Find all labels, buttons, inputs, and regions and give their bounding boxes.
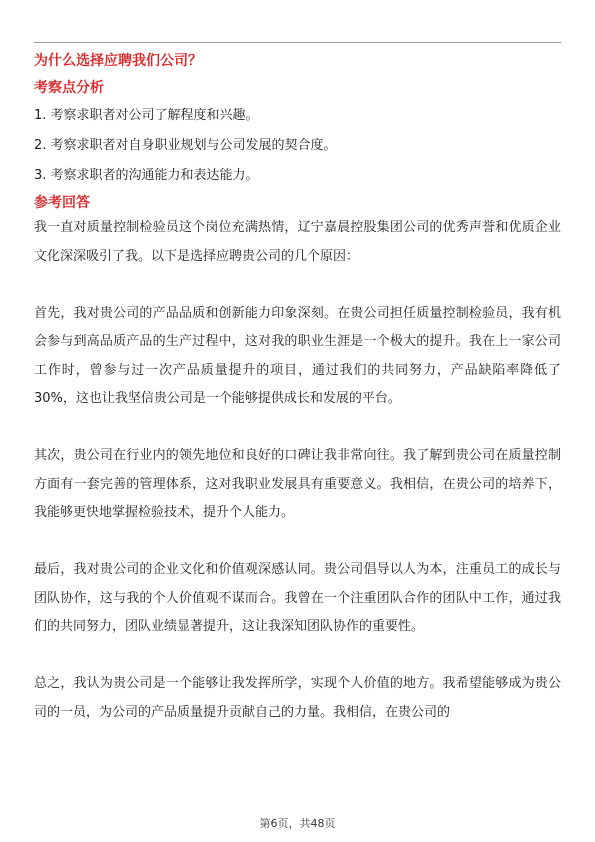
analysis-point-1: 1. 考察求职者对公司了解程度和兴趣。 <box>34 108 259 123</box>
answer-paragraph-second: 其次，贵公司在行业内的领先地位和良好的口碑让我非常向往。我了解到贵公司在质量控制方面有一套完善的管理体系，这对我职业发展具有重要意义。我相信，在贵公司的培养下，我能够更快地掌握检验技术，提升个人能力。 <box>34 448 561 520</box>
analysis-point-3: 3. 考察求职者的沟通能力和表达能力。 <box>34 168 259 183</box>
answer-paragraph-last: 最后，我对贵公司的企业文化和价值观深感认同。贵公司倡导以人为本，注重员工的成长与团队协作，这与我的个人价值观不谋而合。我曾在一个注重团队合作的团队中工作，通过我们的共同努力，团队业绩显著提升，这让我深知团队协作的重要性。 <box>34 562 561 634</box>
document-body <box>34 50 561 756</box>
answer-heading: 参考回答 <box>34 195 90 211</box>
analysis-point-2: 2. 考察求职者对自身职业规划与公司发展的契合度。 <box>34 138 337 153</box>
question-title: 为什么选择应聘我们公司？ <box>34 53 202 69</box>
answer-paragraph-first: 首先，我对贵公司的产品品质和创新能力印象深刻。在贵公司担任质量控制检验员，我有机会参与到高品质产品的生产过程中，这对我的职业生涯是一个极大的提升。我在上一家公司工作时，曾参与过一次产品质量提升的项目，通过我们的共同努力，产品缺陷率降低了30%，这也让我坚信贵公司是一个能够提供成长和发展的平台。 <box>34 305 561 406</box>
analysis-heading: 考察点分析 <box>34 80 104 96</box>
page-number: 第6页，共48页 <box>259 817 336 830</box>
answer-paragraph-conclusion: 总之，我认为贵公司是一个能够让我发挥所学，实现个人价值的地方。我希望能够成为贵公司的一员，为公司的产品质量提升贡献自己的力量。我相信，在贵公司的 <box>34 676 561 720</box>
header-rule <box>34 42 561 43</box>
answer-paragraph-intro: 我一直对质量控制检验员这个岗位充满热情，辽宁嘉晨控股集团公司的优秀声誉和优质企业文化深深吸引了我。以下是选择应聘贵公司的几个原因： <box>34 220 561 264</box>
